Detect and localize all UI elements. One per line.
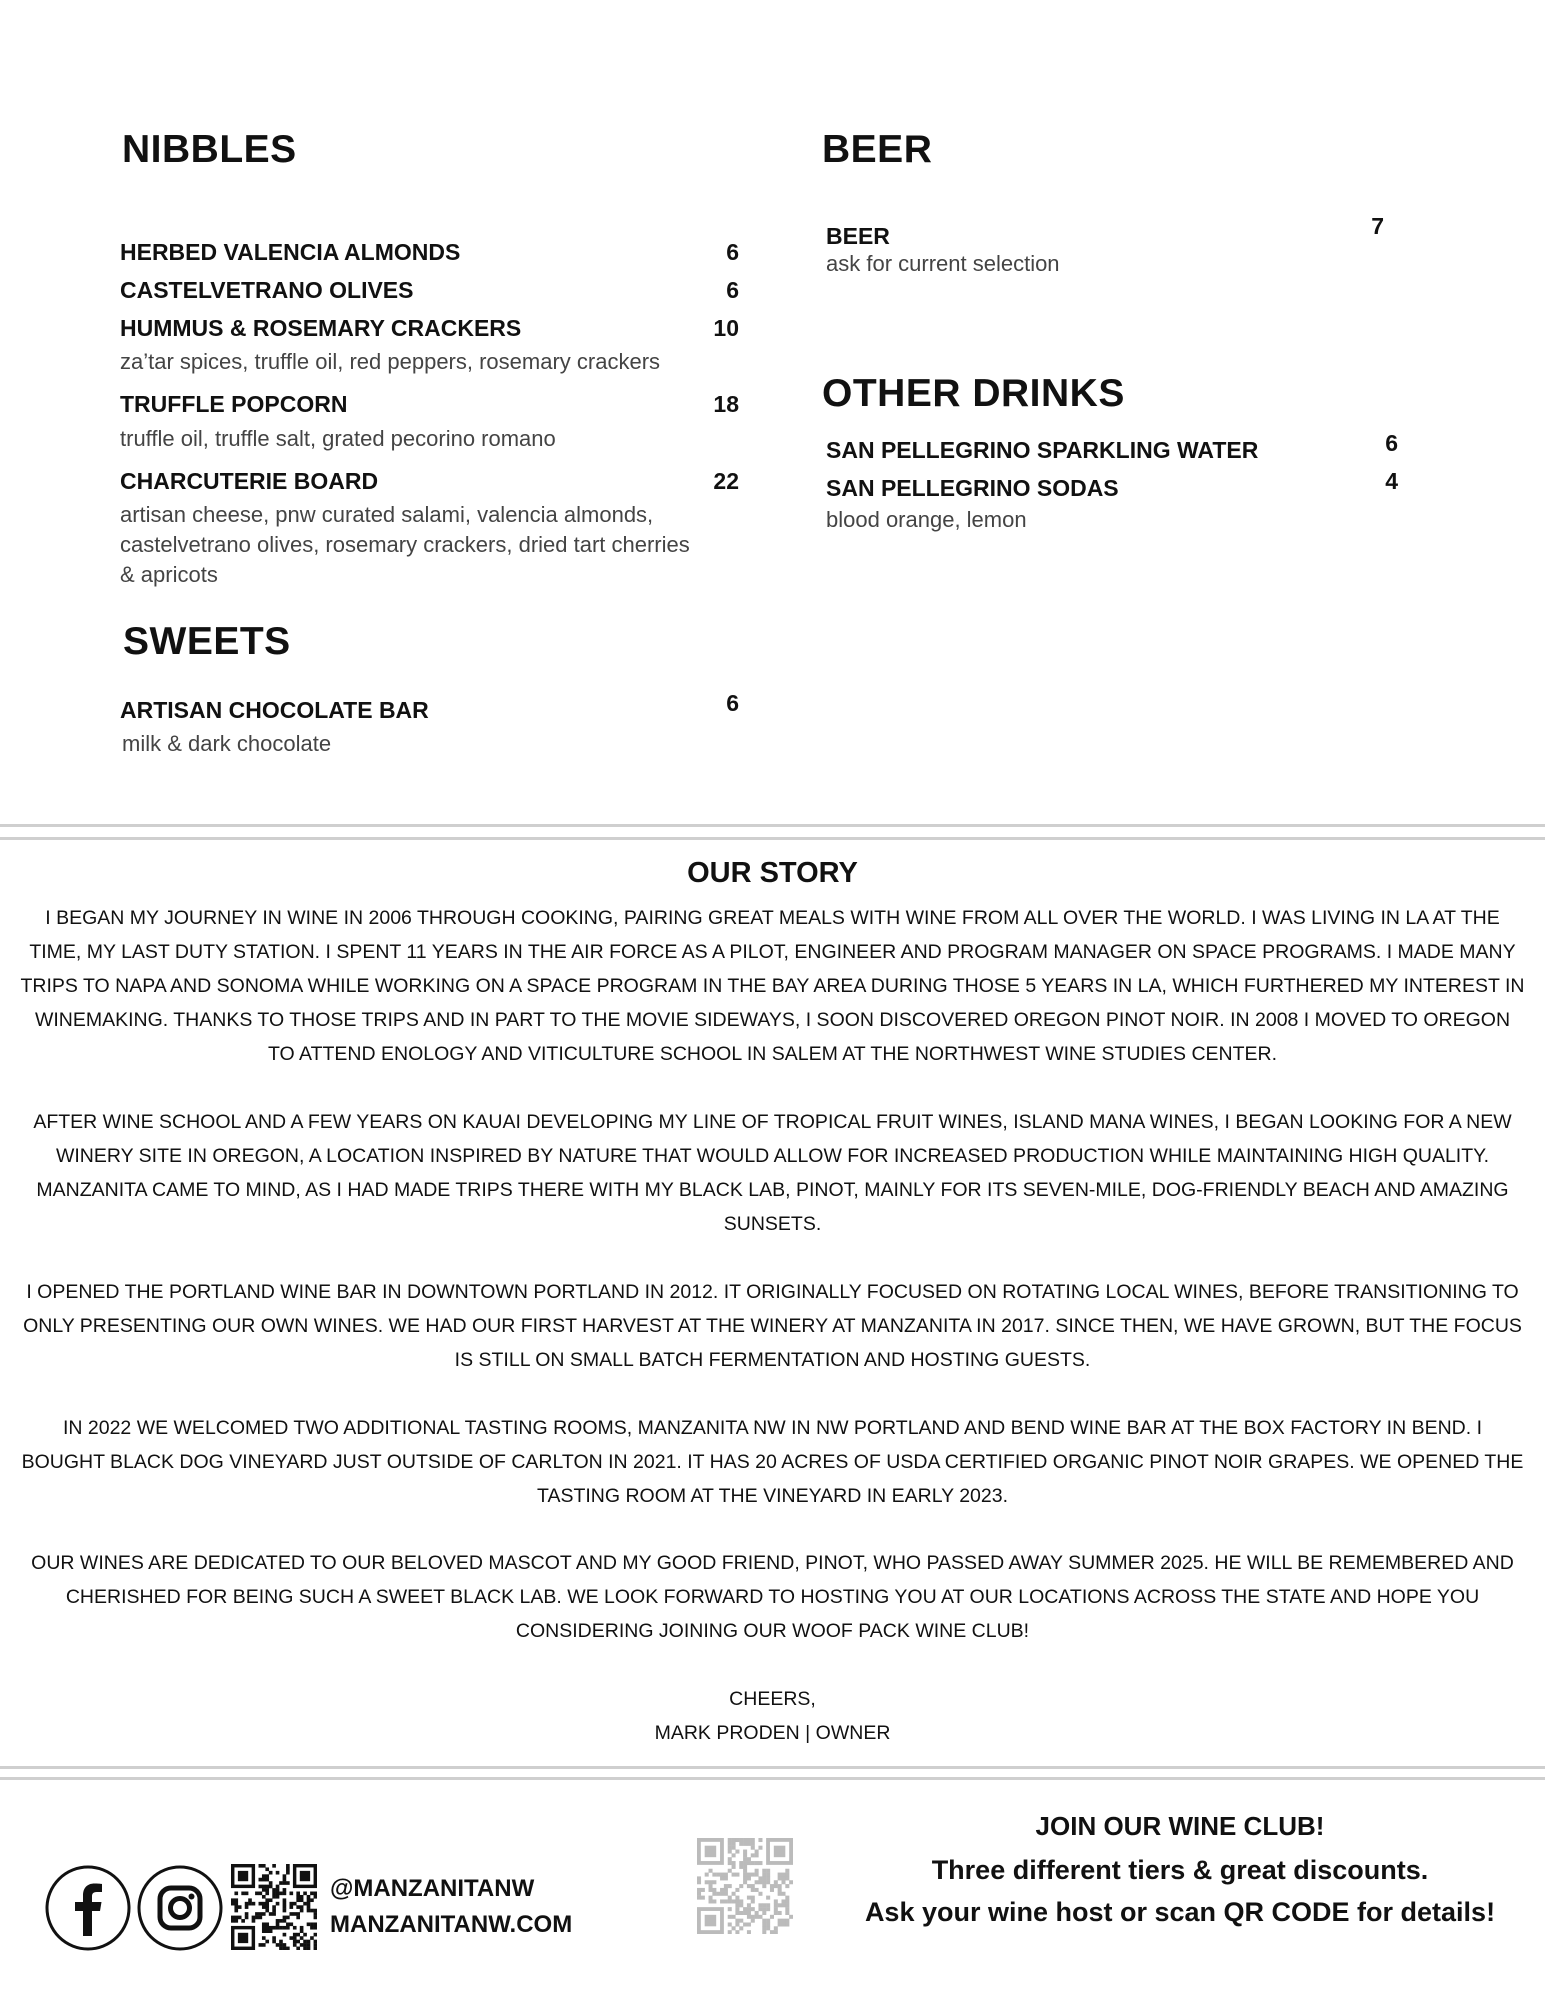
qr-code-icon [697,1838,793,1934]
menu-item-name: BEER [826,223,890,249]
social-qr-code[interactable] [231,1864,317,1950]
menu-item-name: CASTELVETRANO OLIVES [120,277,414,303]
divider-line [0,837,1545,840]
menu-item-price: 6 [1385,430,1398,456]
menu-item-name: SAN PELLEGRINO SODAS [826,475,1119,501]
menu-item-name: ARTISAN CHOCOLATE BAR [120,697,429,723]
story-paragraph: IN 2022 WE WELCOMED TWO ADDITIONAL TASTING ROOMS, MANZANITA NW IN NW PORTLAND AND BEND WINE BAR AT THE BOX FACTORY IN BEND. I BOUGHT BLACK DOG VINEYARD JUST OUTSIDE OF CARLTON IN 2021. IT HAS 20 ACRES OF USDA CERTIFIED ORGANIC PINOT NOIR GRAPES. WE OPENED THE TASTING ROOM AT THE VINEYARD IN EARLY 2023. [21,1417,1524,1507]
story-paragraph: I OPENED THE PORTLAND WINE BAR IN DOWNTOWN PORTLAND IN 2012. IT ORIGINALLY FOCUSED ON ROTATING LOCAL WINES, BEFORE TRANSITIONING TO ONLY PRESENTING OUR OWN WINES. WE HAD OUR FIRST HARVEST AT THE WINERY AT MANZANITA IN 2017. SINCE THEN, WE HAVE GROWN, BUT THE FOCUS IS STILL ON SMALL BATCH FERMENTATION AND HOSTING GUESTS. [23,1281,1522,1371]
menu-item-price: 6 [726,239,739,265]
divider-line [0,824,1545,827]
wine-club-qr-code[interactable] [697,1838,793,1934]
story-paragraph: AFTER WINE SCHOOL AND A FEW YEARS ON KAUAI DEVELOPING MY LINE OF TROPICAL FRUIT WINES, ISLAND MANA WINES, I BEGAN LOOKING FOR A NEW WINERY SITE IN OREGON, A LOCATION INSPIRED BY NATURE THAT WOULD ALLOW FOR INCREASED PRODUCTION WHILE MAINTAINING HIGH QUALITY. MANZANITA CAME TO MIND, AS I HAD MADE TRIPS THERE WITH MY BLACK LAB, PINOT, MAINLY FOR ITS SEVEN-MILE, DOG-FRIENDLY BEACH AND AMAZING SUNSETS. [33,1111,1512,1235]
menu-item-price: 18 [713,391,739,417]
menu-item-description: ask for current selection [826,251,1060,276]
story-paragraph: OUR WINES ARE DEDICATED TO OUR BELOVED MASCOT AND MY GOOD FRIEND, PINOT, WHO PASSED AWAY SUMMER 2025. HE WILL BE REMEMBERED AND CHERISHED FOR BEING SUCH A SWEET BLACK LAB. WE LOOK FORWARD TO HOSTING YOU AT OUR LOCATIONS ACROSS THE STATE AND HOPE YOU CONSIDERING JOINING OUR WOOF PACK WINE CLUB! [31,1552,1514,1642]
menu-item-description: blood orange, lemon [826,507,1027,532]
menu-item-name: CHARCUTERIE BOARD [120,468,379,494]
menu-item-price: 10 [713,315,739,341]
instagram-link[interactable] [136,1864,224,1952]
wine-club-cta: Ask your wine host or scan QR CODE for details! [864,1897,1496,1927]
menu-item-price: 6 [726,277,739,303]
other-drinks-heading: OTHER DRINKS [822,372,1125,415]
divider-line [0,1777,1545,1780]
menu-item-price: 4 [1385,468,1398,494]
story-signature: MARK PRODEN | OWNER [654,1722,891,1744]
menu-item-name: SAN PELLEGRINO SPARKLING WATER [826,437,1259,463]
menu-item-price: 7 [1371,213,1384,239]
beer-heading: BEER [822,128,933,171]
menu-item-description: truffle oil, truffle salt, grated pecorino romano [120,426,556,451]
facebook-icon [44,1864,132,1952]
qr-code-icon [231,1864,317,1950]
sweets-heading: SWEETS [123,620,291,663]
menu-item-price: 6 [726,690,739,716]
menu-item-description: milk & dark chocolate [122,731,332,756]
menu-item-name: TRUFFLE POPCORN [120,391,348,417]
instagram-icon [136,1864,224,1952]
facebook-link[interactable] [44,1864,132,1952]
menu-item-price: 22 [713,468,739,494]
menu-item-description: za’tar spices, truffle oil, red peppers, rosemary crackers [120,349,661,374]
wine-club-tagline: Three different tiers & great discounts. [931,1855,1429,1885]
nibbles-heading: NIBBLES [122,128,297,171]
story-signoff: CHEERS, [729,1688,816,1710]
menu-item-name: HERBED VALENCIA ALMONDS [120,239,461,265]
story-title: OUR STORY [687,857,858,889]
divider-line [0,1766,1545,1769]
wine-club-title: JOIN OUR WINE CLUB! [1035,1811,1325,1841]
menu-item-name: HUMMUS & ROSEMARY CRACKERS [120,315,522,341]
menu-item-description: artisan cheese, pnw curated salami, valencia almonds, castelvetrano olives, rosemary crackers, dried tart cherries & apricots [120,502,690,587]
story-paragraph: I BEGAN MY JOURNEY IN WINE IN 2006 THROUGH COOKING, PAIRING GREAT MEALS WITH WINE FROM ALL OVER THE WORLD. I WAS LIVING IN LA AT THE TIME, MY LAST DUTY STATION. I SPENT 11 YEARS IN THE AIR FORCE AS A PILOT, ENGINEER AND PROGRAM MANAGER ON SPACE PROGRAMS. I MADE MANY TRIPS TO NAPA AND SONOMA WHILE WORKING ON A SPACE PROGRAM IN THE BAY AREA DURING THOSE 5 YEARS IN LA, WHICH FURTHERED MY INTEREST IN WINEMAKING. THANKS TO THOSE TRIPS AND IN PART TO THE MOVIE SIDEWAYS, I SOON DISCOVERED OREGON PINOT NOIR. IN 2008 I MOVED TO OREGON TO ATTEND ENOLOGY AND VITICULTURE SCHOOL IN SALEM AT THE NORTHWEST WINE STUDIES CENTER. [20,907,1525,1065]
social-handle[interactable]: @MANZANITANW [330,1875,535,1902]
website-link[interactable]: MANZANITANW.COM [330,1911,573,1938]
